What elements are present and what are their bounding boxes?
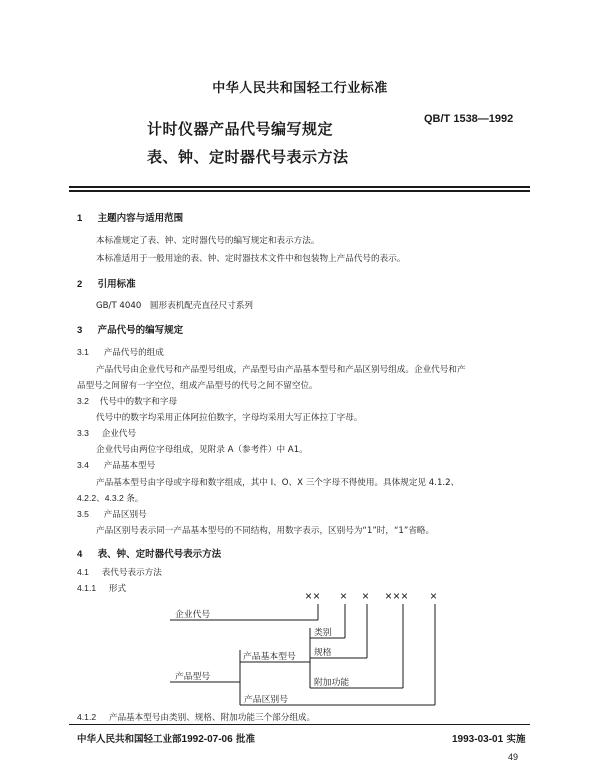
subsection-number: 3.1 <box>77 347 89 357</box>
label-additional-function: 附加功能 <box>314 678 350 688</box>
approved-date: 1992-07-06 <box>181 734 233 745</box>
x-group-spec: × <box>362 589 371 603</box>
x-group-category: × <box>340 589 349 603</box>
footer-rule <box>69 724 530 725</box>
reference-standard: GB/T 4040 圆形表机配壳直径尺寸系列 <box>96 301 254 311</box>
subsection-number: 3.2 <box>77 396 89 406</box>
label-spec: 规格 <box>314 648 332 658</box>
paragraph: 本标准规定了表、钟、定时器代号的编写规定和表示方法。 <box>96 236 320 246</box>
subsection-title: 形式 <box>108 584 127 594</box>
x-group-enterprise: ×× <box>305 589 322 603</box>
section-number: 3 <box>77 325 83 336</box>
label-distinction-code: 产品区别号 <box>244 695 288 705</box>
effective-date: 1993-03-01 <box>452 734 504 745</box>
x-group-distinction: × <box>430 589 439 603</box>
effective-line <box>452 731 525 745</box>
paragraph: 企业代号由两位字母组成，见附录 A（参考件）中 A1。 <box>96 445 308 455</box>
section-number: 1 <box>77 213 83 224</box>
paragraph: 产品基本型号由字母或字母和数字组成，其中 I、O、X 三个字母不得使用。具体规定见 4.1.2、 <box>96 478 460 488</box>
subsection-title: 表代号表示方法 <box>101 568 162 578</box>
section-title: 引用标准 <box>97 279 136 290</box>
section-title: 产品代号的编写规定 <box>97 325 184 336</box>
paragraph: 产品区别号表示同一产品基本型号的不同结构，用数字表示，区别号为“1”时，“1”省略。 <box>96 526 435 536</box>
paragraph: 4.2.2、4.3.2 条。 <box>77 493 144 503</box>
clause-4-1-2 <box>77 711 315 723</box>
subsection-number: 3.3 <box>77 428 89 438</box>
subsection-number: 4.1.2 <box>77 712 97 722</box>
approval-line <box>77 731 255 745</box>
standard-title: 中华人民共和国轻工行业标准 <box>212 81 388 96</box>
subsection-number: 4.1 <box>77 567 89 577</box>
standard-code: QB/T 1538—1992 <box>424 113 514 125</box>
document-title-line2: 表、钟、定时器代号表示方法 <box>147 148 349 166</box>
document-title-line1: 计时仪器产品代号编写规定 <box>147 120 334 138</box>
label-product-model: 产品型号 <box>175 672 211 682</box>
approved-label: 批准 <box>235 734 255 745</box>
label-enterprise-code: 企业代号 <box>175 610 211 620</box>
subsection-title: 企业代号 <box>101 429 137 439</box>
subsection-title: 产品代号的组成 <box>103 348 164 358</box>
section-number: 4 <box>77 549 83 560</box>
paragraph: 品型号之间留有一字空位，组成产品型号的代号之间不留空位。 <box>77 381 318 391</box>
page-number: 49 <box>508 752 519 762</box>
issuer: 中华人民共和国轻工业部 <box>77 734 182 745</box>
label-category: 类别 <box>314 628 332 638</box>
subsection-number: 3.4 <box>77 460 89 470</box>
clause-text: 产品基本型号由类别、规格、附加功能三个部分组成。 <box>108 713 316 723</box>
section-number: 2 <box>77 279 83 290</box>
effective-label: 实施 <box>506 734 526 745</box>
paragraph: 产品代号由企业代号和产品型号组成，产品型号由产品基本型号和产品区别号组成。企业代号和产 <box>96 365 466 375</box>
subsection-number: 3.5 <box>77 509 89 519</box>
paragraph: 本标准适用于一般用途的表、钟、定时器技术文件中和包装物上产品代号的表示。 <box>96 254 406 264</box>
section-title: 主题内容与适用范围 <box>97 213 184 224</box>
subsection-title: 代号中的数字和字母 <box>99 397 178 407</box>
subsection-number: 4.1.1 <box>77 583 97 593</box>
subsection-title: 产品基本型号 <box>103 461 156 471</box>
subsection-title: 产品区别号 <box>103 510 147 520</box>
section-title: 表、钟、定时器代号表示方法 <box>97 549 222 560</box>
x-group-additional: ××× <box>385 589 410 603</box>
paragraph: 代号中的数字均采用正体阿拉伯数字，字母均采用大写正体拉丁字母。 <box>96 413 363 423</box>
label-basic-model: 产品基本型号 <box>243 652 296 662</box>
